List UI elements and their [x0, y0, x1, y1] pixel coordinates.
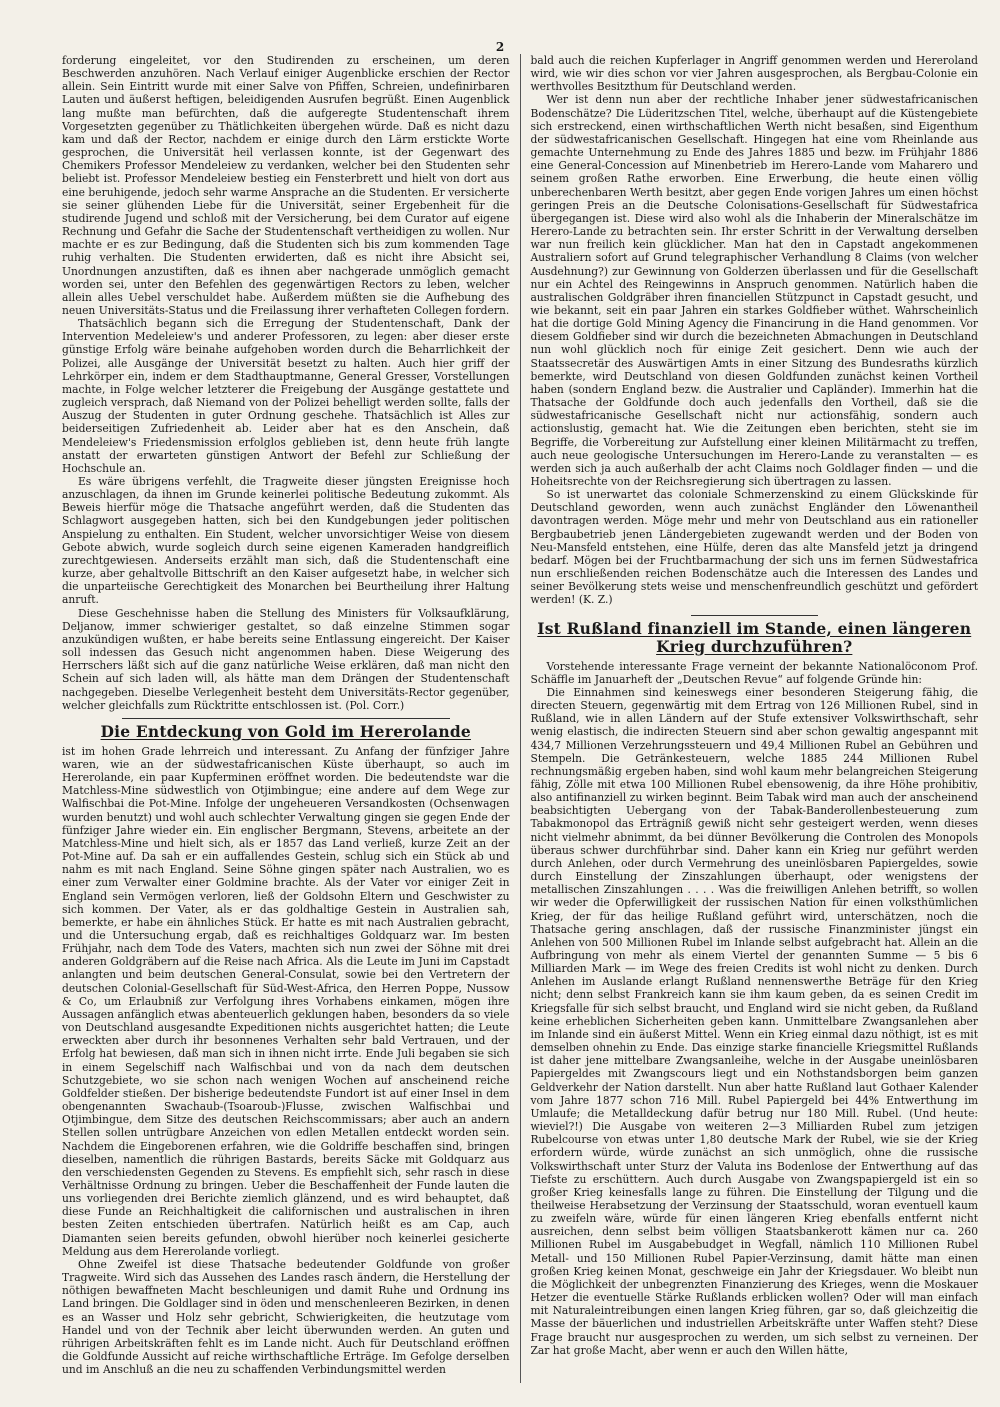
article2-heading: Die Entdeckung von Gold im Hererolande [100, 721, 471, 741]
page-number: 2 [495, 40, 505, 54]
article3-heading: Ist Rußland finanziell im Stande, einen längeren Krieg durchzuführen? [537, 618, 972, 656]
article2-continued-paragraph: So ist unerwartet das coloniale Schmerzenskind zu einem Glückskinde für Deutschland geworden, wenn auch zunächst Engländer den Löwenantheil davontragen werden. Möge mehr und mehr von Deutschland aus ein rationeller Bergbaubetrieb jenen Ländergebieten zugewandt werden und der Boden von Neu-Mansfeld entstehen, eine Hülfe, deren das alte Mansfeld jetzt ja dringend bedarf. Mögen bei der Fruchtbarmachung der sich uns im fernen Südwestafrica nun erschließenden reichen Bodenschätze auch die Interessen des Landes und seiner Bevölkerung stets weise und menschenfreundlich geschützt und gefördert werden! (K. Z.) [530, 488, 978, 607]
article3-paragraph: Die Einnahmen sind keineswegs einer besonderen Steigerung fähig, die directen Steuern, gegenwärtig mit dem Ertrag von 126 Millionen Rubel, sind in Rußland, wie in allen Ländern auf der Stufe extensiver Volkswirthschaft, sehr wenig elastisch, die indirecten Steuern sind aber schon gewaltig angespannt mit 434,7 Millionen Verzehrungssteuern und 49,4 Millionen Rubel an Gebühren und Stempeln. Die Getränkesteuern, welche 1885 244 Millionen Rubel rechnungsmäßig ergeben haben, sind wohl kaum mehr belangreichen Steigerung fähig, Zölle mit etwa 100 Millionen Rubel ebensowenig, da ihre Höhe prohibitiv, also antifinanziell zu wirken beginnt. Beim Tabak wird man auch der anscheinend beabsichtigten Uebergang von der Tabak-Banderollenbesteuerung zum Tabakmonopol das Erträgniß gewiß nicht sehr gesteigert werden, wenn dieses nicht vielmehr abnimmt, da bei dünner Bevölkerung die Controlen des Monopols überaus schwer durchführbar sind. Daher kann ein Krieg nur geführt werden durch Anlehen, oder durch Vermehrung des uneinlösbaren Papiergeldes, sowie durch Einstellung der Zinszahlungen überhaupt, oder wenigstens der metallischen Zinszahlungen . . . . Was die freiwilligen Anlehen betrifft, so wollen wir weder die Opferwilligkeit der russischen Nation für einen volksthümlichen Krieg, der für das heilige Rußland geführt wird, unterschätzen, noch die Thatsache gering anschlagen, daß der russische Finanzminister jüngst ein Anlehen von 500 Millionen Rubel im Inlande selbst aufgebracht hat. Allein an die Aufbringung von mehr als einem Viertel der genannten Summe — 5 bis 6 Milliarden Mark — im Wege des freien Credits ist wohl nicht zu denken. Durch Anlehen im Auslande erlangt Rußland nennenswerthe Beträge für den Krieg nicht; denn selbst Frankreich kann sie ihm kaum geben, da es seinen Credit im Kriegsfalle für sich selbst braucht, und England wird sie nicht geben, da Rußland keine erheblichen Sicherheiten geben kann. Unmittelbare Zwangsanlehen aber im Inlande sind ein äußerst Mittel. Wenn ein Krieg einmal dazu nöthigt, ist es mit demselben ohnehin zu Ende. Das einzige starke financielle Kriegsmittel Rußlands ist daher jene mittelbare Zwangsanleihe, welche in der Ausgabe uneinlösbaren Papiergeldes mit Zwangscours liegt und ein Nothstandsborgen beim ganzen Geldverkehr der Nation darstellt. Nun aber hatte Rußland laut Gothaer Kalender vom Jahre 1877 schon 716 Mill. Rubel Papiergeld bei 44% Entwerthung im Umlaufe; die Metalldeckung dafür betrug nur 180 Mill. Rubel. (Und heute: wieviel?!) Die Ausgabe von weiteren 2—3 Milliarden Rubel zum jetzigen Rubelcourse von etwas unter 1,80 deutsche Mark der Rubel, wie sie der Krieg erfordern würde, würde zunächst an sich unmöglich, ohne die russische Volkswirthschaft unter Sturz der Valuta ins Bodenlose der Entwerthung auf das Tiefste zu erschüttern. Auch durch Ausgabe von Zwangspapiergeld ist ein so großer Krieg keinesfalls lange zu führen. Die Einstellung der Tilgung und die theilweise Herabsetzung der Verzinsung der Staatsschuld, woran eventuell kaum zu zweifeln wäre, würde für einen längeren Krieg ebenfalls entfernt nicht ausreichen, denn selbst beim völligen Staatsbankerott kämen nur ca. 260 Millionen Rubel im Ausgabebudget in Wegfall, nämlich 110 Millionen Rubel Metall- und 150 Millionen Rubel Papier-Verzinsung, damit hätte man einen großen Krieg keinen Monat, geschweige ein Jahr der Kriegsdauer. Wo bleibt nun die Möglichkeit der unbegrenzten Finanzierung des Krieges, wenn die Moskauer Hetzer die eventuelle Stärke Rußlands erblicken wollen? Oder will man einfach mit Naturaleintreibungen einen langen Krieg führen, gar so, daß gleichzeitig die Masse der bäuerlichen und industriellen Arbeitskräfte unter Waffen steht? Diese Frage braucht nur ausgesprochen zu werden, um sich selbst zu verneinen. Der Zar hat große Macht, aber wenn er auch den Willen hätte, [530, 685, 978, 1357]
article2-paragraph: Ohne Zweifel ist diese Thatsache bedeutender Goldfunde von großer Tragweite. Wird sich das Aussehen des Landes rasch ändern, die Herstellung der nöthigen bewaffneten Macht beschleunigen und damit Ruhe und Ordnung ins Land bringen. Die Goldlager sind in öden und menschenleeren Bezirken, in denen es an Wasser und Holz sehr gebricht, Schwierigkeiten, die heutzutage vom Handel und von der Technik aber leicht überwunden werden. An guten und rührigen Arbeitskräften fehlt es im Lande nicht. Auch für Deutschland eröffnen die Goldfunde Aussicht auf reiche wirthschaftliche Erträge. Im Gefolge derselben und im Anschluß an die neu zu schaffenden Verbindungsmittel werden [62, 1257, 510, 1377]
section-divider [691, 615, 819, 616]
article1-paragraph: Es wäre übrigens verfehlt, die Tragweite dieser jüngsten Ereignisse hoch anzuschlagen, da ihnen im Grunde keinerlei politische Bedeutung zukommt. Als Beweis hierfür möge die Thatsache angeführt werden, daß die Studenten das Schlagwort ausgegeben hatten, sich bei den Kundgebungen jeder politischen Anspielung zu enthalten. Ein Student, welcher unvorsichtiger Weise von diesem Gebote abwich, wurde sogleich durch seine eigenen Kameraden handgreiflich zurechtgewiesen. Anderseits erzählt man sich, daß die Studentenschaft eine kurze, aber gehaltvolle Bittschrift an den Kaiser aufgesetzt habe, in welcher sich die unparteiische Gerechtigkeit des Monarchen bei Beurtheilung ihrer Haltung anruft. [62, 475, 510, 607]
article2-continued-paragraph: bald auch die reichen Kupferlager in Angriff genommen werden und Hereroland wird, wie wir dies schon vor vier Jahren ausgesprochen, als Bergbau-Colonie ein werthvolles Besitzthum für Deutschland werden. [530, 54, 978, 94]
article2-paragraph: ist im hohen Grade lehrreich und interessant. Zu Anfang der fünfziger Jahre waren, wie an der südwestafricanischen Küste überhaupt, so auch im Hererolande, ein paar Kupferminen eröffnet worden. Die bedeutendste war die Matchless-Mine südwestlich von Otjimbingue; eine andere auf dem Wege zur Walfischbai die Pot-Mine. Infolge der ungeheueren Versandkosten (Ochsenwagen wurden benutzt) und wohl auch schlechter Verwaltung gingen sie gegen Ende der fünfziger Jahre wieder ein. Ein englischer Bergmann, Stevens, arbeitete an der Matchless-Mine und hielt sich, als er 1857 das Land verließ, kurze Zeit an der Pot-Mine auf. Da sah er ein auffallendes Gestein, schlug sich ein Stück ab und nahm es mit nach England. Seine Söhne gingen später nach Australien, wo es einer zum Verwalter einer Goldmine brachte. Als der Vater vor einiger Zeit in England sein Vermögen verloren, ließ der Goldsohn Eltern und Geschwister zu sich kommen. Der Vater, als er das goldhaltige Gestein in Australien sah, bemerkte, er habe ein ähnliches Stück. Er hatte es mit nach Australien gebracht, und die Untersuchung ergab, daß es reichhaltiges Goldquarz war. Im besten Frühjahr, nach dem Tode des Vaters, machten sich nun zwei der Söhne mit drei anderen Goldgräbern auf die Reise nach Africa. Als die Leute im Juni im Capstadt anlangten und beim deutschen General-Consulat, sowie bei den Vertretern der deutschen Colonial-Gesellschaft für Süd-West-Africa, den Herren Poppe, Nussow & Co, um Erlaubniß zur Verfolgung ihres Vorhabens einkamen, mögen ihre Aussagen anfänglich etwas abenteuerlich geklungen haben, besonders da so viele von Deutschland ausgesandte Expeditionen nichts ausgerichtet hatten; die Leute erweckten aber durch ihr besonnenes Verhalten sehr bald Vertrauen, und der Erfolg hat bewiesen, daß man sich in ihnen nicht irrte. Ende Juli begaben sie sich in einem Segelschiff nach Walfischbai und von da nach dem deutschen Schutzgebiete, wo sie schon nach wenigen Wochen auf anscheinend reiche Goldfelder stießen. Der bisherige bedeutendste Fundort ist auf einer Insel in dem obengenannten Swachaub-(Tsoaroub-)Flusse, zwischen Walfischbai und Otjimbingue, dem Sitze des deutschen Reichscommissars; aber auch an andern Stellen sollen untrügbare Anzeichen von edlen Metallen entdeckt worden sein. Nachdem die Eingeborenen erfahren, wie die Goldriffe beschaffen sind, bringen dieselben, namentlich die rührigen Bastards, bereits Säcke mit Goldquarz aus den verschiedensten Gegenden zu Stevens. Es empfiehlt sich, sehr rasch in diese Verhältnisse Ordnung zu bringen. Ueber die Beschaffenheit der Funde lauten die uns vorliegenden drei Berichte ziemlich glänzend, und es wird behauptet, daß diese Funde an Reichhaltigkeit die californischen und australischen in ihren besten Zeiten entschieden übertrafen. Natürlich heißt es am Cap, auch Diamanten seien bereits gefunden, obwohl hierüber noch keinerlei gesicherte Meldung aus dem Hererolande vorliegt. [62, 744, 510, 1258]
article1-paragraph: Diese Geschehnisse haben die Stellung des Ministers für Volksaufklärung, Deljanow, immer schwieriger gestaltet, so daß einzelne Stimmen sogar anzukündigen wußten, er habe bereits seine Entlassung eingereicht. Der Kaiser soll indessen das Gesuch nicht angenommen haben. Diese Weigerung des Herrschers läßt sich auf die ganz natürliche Weise erklären, daß man nicht den Schein auf sich laden will, als hätte man dem Drängen der Studentenschaft nachgegeben. Dieselbe Verlegenheit besteht dem Universitäts-Rector gegenüber, welcher gleichfalls zum Rücktritte entschlossen ist. (Pol. Corr.) [62, 606, 510, 712]
article3-paragraph: Vorstehende interessante Frage verneint der bekannte Nationalöconom Prof. Schäffle im Januarheft der „Deutschen Revue“ auf folgende Gründe hin: [530, 659, 978, 686]
right-column [520, 54, 979, 1383]
article2-continued-paragraph: Wer ist denn nun aber der rechtliche Inhaber jener südwestafricanischen Bodenschätze? Die Lüderitzschen Titel, welche, überhaupt auf die Küstengebiete sich erstreckend, einen wirthschaftlichen Werth nicht besaßen, sind Eigenthum der südwestafricanischen Gesellschaft. Hingegen hat eine vom Rheinlande aus gemachte Unternehmung zu Ende des Jahres 1885 und bezw. im Frühjahr 1886 eine General-Concession auf Minenbetrieb im Herero-Lande vom Maharero und seinem großen Rathe erworben. Eine Erwerbung, die heute einen völlig unberechenbaren Werth besitzt, aber gegen Ende vorigen Jahres um einen höchst geringen Preis an die Deutsche Colonisations-Gesellschaft für Südwestafrica übergegangen ist. Diese wird also wohl als die Inhaberin der Mineralschätze im Herero-Lande zu betrachten sein. Ihr erster Schritt in der Verwaltung derselben war nun freilich kein glücklicher. Man hat den in Capstadt angekommenen Australiern sofort auf Grund telegraphischer Verhandlung 8 Claims (von welcher Ausdehnung?) zur Gewinnung von Golderzen überlassen und für die Gesellschaft nur ein Achtel des Reingewinns in Anspruch genommen. Natürlich haben die australischen Goldgräber ihren financiellen Stützpunct in Capstadt gesucht, und wie bekannt, seit ein paar Jahren ein starkes Goldfieber wüthet. Wahrscheinlich hat die dortige Gold Mining Agency die Financirung in die Hand genommen. Vor diesem Goldfieber sind wir durch die bezeichneten Abmachungen in Deutschland nun wohl glücklich noch für einige Zeit gesichert. Denn wie auch der Staatssecretär des Auswärtigen Amts in einer Sitzung des Bundesraths kürzlich bemerkte, wird Deutschland von diesen Goldfunden zunächst keinen Vortheil haben (sondern England bezw. die Australier und Capländer). Immerhin hat die Thatsache der Goldfunde doch auch jedenfalls den Vortheil, daß sie die südwestafricanische Gesellschaft nicht nur actionsfähig, sondern auch actionslustig, gemacht hat. Wie die Zeitungen eben berichten, steht sie im Begriffe, die Vorbereitung zur Aufstellung einer kleinen Militärmacht zu treffen, auch neue geologische Untersuchungen im Herero-Lande zu veranstalten — es werden sich ja auch außerhalb der acht Claims noch Goldlager finden — und die Hoheitsrechte von der Reichsregierung sich übertragen zu lassen. [530, 93, 978, 488]
section-divider [122, 718, 450, 719]
text-columns [62, 54, 978, 1383]
article1-paragraph: Thatsächlich begann sich die Erregung der Studentenschaft, Dank der Intervention Medeleiew's und anderer Professoren, zu legen: aber dieser erste günstige Erfolg wäre beinahe aufgehoben worden durch die Beharrlichkeit der Polizei, alle Ausgänge der Universität besetzt zu halten. Auch hier griff der Lehrkörper ein, indem er dem Stadthauptmanne, General Gresser, Vorstellungen machte, in Folge welcher letzterer die Freigebung der Ausgänge gestattete und zugleich versprach, daß Niemand von der Polizei behelligt werden sollte, falls der Auszug der Studenten in guter Ordnung geschehe. Thatsächlich ist Alles zur beiderseitigen Zufriedenheit ab. Leider aber hat es den Anschein, daß Mendeleiew's Friedensmission erfolglos geblieben ist, denn heute früh langte anstatt der erwarteten günstigen Antwort der Befehl zur Schließung der Hochschule an. [62, 317, 510, 475]
article1-paragraph: forderung eingeleitet, vor den Studirenden zu erscheinen, um deren Beschwerden anzuhören. Nach Verlauf einiger Augenblicke erschien der Rector allein. Sein Eintritt wurde mit einer Salve von Pfiffen, Schreien, undefinirbaren Lauten und äußerst heftigen, beleidigenden Ausrufen begrüßt. Einen Augenblick lang mußte man befürchten, daß die aufgeregte Studentenschaft ihrem Vorgesetzten gegenüber zu Thätlichkeiten übergehen würde. Daß es nicht dazu kam und daß der Rector, nachdem er einige durch den Lärm erstickte Worte gesprochen, die Universität heil verlassen konnte, ist der Gegenwart des Chemikers Professor Mendeleiew zu verdanken, welcher bei den Studenten sehr beliebt ist. Professor Mendeleiew bestieg ein Fensterbrett und hielt von dort aus eine beruhigende, jedoch sehr warme Ansprache an die Studenten. Er versicherte sie seiner glühenden Liebe für die Universität, seiner Ergebenheit für die studirende Jugend und schloß mit der Versicherung, bei dem Curator auf eigene Rechnung und Gefahr die Sache der Studentenschaft vertheidigen zu wollen. Nur machte er es zur Bedingung, daß die Studenten sich bis zum kommenden Tage ruhig verhalten. Die Studenten erwiderten, daß es nicht ihre Absicht sei, Unordnungen anzustiften, daß es ihnen aber nachgerade unmöglich gemacht worden sei, unter den Befehlen des gegenwärtigen Rectors zu leben, welcher allein alles Uebel verschuldet habe. Außerdem müßten sie die Aufhebung des neuen Universitäts-Status und die Freilassung ihrer verhafteten Collegen fordern. [62, 54, 510, 317]
left-column [62, 54, 520, 1383]
